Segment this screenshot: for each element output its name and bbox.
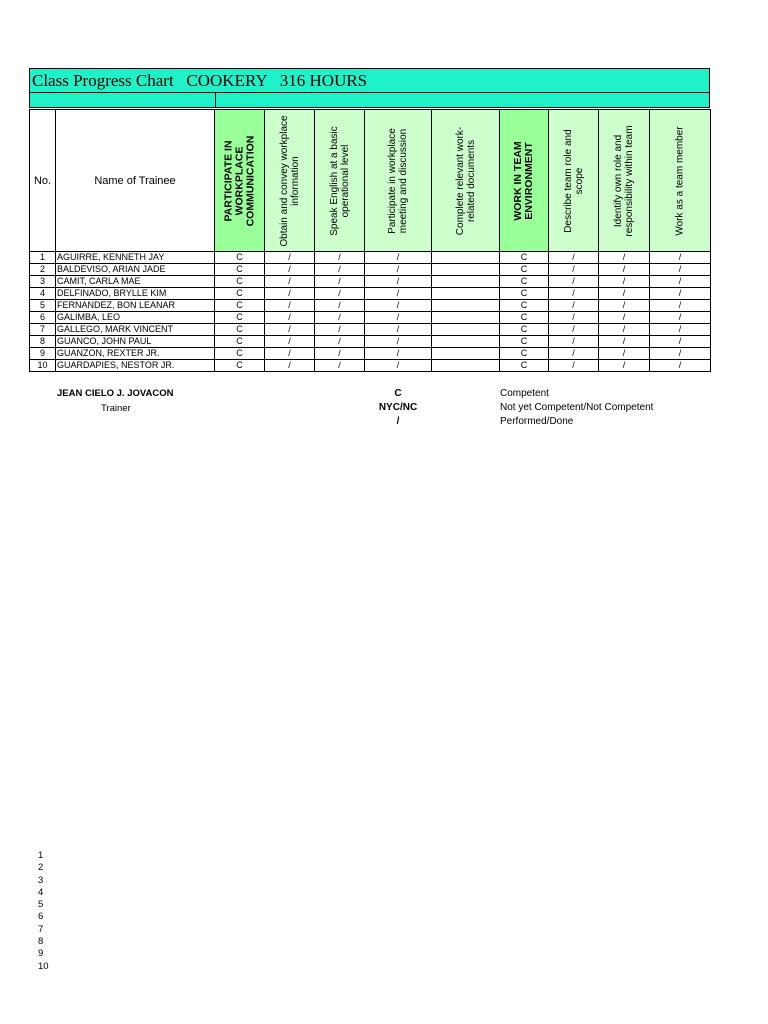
- competency-label: WORK IN TEAM ENVIRONMENT: [512, 140, 535, 221]
- progress-mark: C: [500, 360, 549, 372]
- progress-mark: C: [500, 300, 549, 312]
- progress-mark: /: [365, 324, 432, 336]
- progress-mark: C: [500, 324, 549, 336]
- progress-mark: [432, 336, 500, 348]
- trainee-number: 9: [30, 348, 56, 360]
- trainee-name: GALIMBA, LEO: [56, 312, 215, 324]
- column-header-competency: [215, 110, 265, 252]
- progress-mark: /: [315, 360, 365, 372]
- list-item: 9: [38, 948, 44, 960]
- progress-mark: /: [650, 276, 711, 288]
- bottom-number-list: [38, 850, 49, 973]
- progress-mark: /: [265, 336, 315, 348]
- competency-label: Complete relevant work-related documents: [454, 126, 477, 235]
- trainee-name: AGUIRRE, KENNETH JAY: [56, 252, 215, 264]
- table-row: [30, 252, 711, 264]
- trainee-rows: [30, 252, 711, 372]
- progress-mark: [432, 300, 500, 312]
- progress-mark: [432, 360, 500, 372]
- column-header-competency: [549, 110, 599, 252]
- progress-mark: /: [599, 348, 650, 360]
- progress-mark: /: [265, 300, 315, 312]
- progress-mark: /: [315, 312, 365, 324]
- competency-label: Identify own role and responsibility within team: [613, 124, 635, 237]
- progress-mark: C: [215, 336, 265, 348]
- competency-label: Speak English at a basic operational level: [328, 125, 351, 236]
- progress-mark: /: [650, 252, 711, 264]
- legend-meaning: Not yet Competent/Not Competent: [500, 402, 654, 413]
- title-sub-bar: [29, 92, 710, 108]
- progress-mark: C: [500, 312, 549, 324]
- progress-mark: C: [500, 264, 549, 276]
- table-row: [30, 324, 711, 336]
- progress-mark: /: [315, 300, 365, 312]
- competency-label: PARTICIPATE IN WORKPLACE COMMUNICATION: [222, 135, 256, 226]
- column-header-competency: [315, 110, 365, 252]
- progress-mark: /: [650, 348, 711, 360]
- table-row: [30, 348, 711, 360]
- progress-mark: /: [599, 300, 650, 312]
- progress-table: [29, 109, 711, 372]
- progress-mark: /: [650, 288, 711, 300]
- table-row: [30, 300, 711, 312]
- list-item: 3: [38, 874, 44, 886]
- progress-mark: /: [265, 252, 315, 264]
- progress-mark: /: [549, 264, 599, 276]
- progress-mark: /: [315, 288, 365, 300]
- progress-mark: C: [215, 312, 265, 324]
- progress-sheet: [29, 68, 710, 372]
- progress-mark: C: [215, 264, 265, 276]
- column-header-competency: [432, 110, 500, 252]
- progress-mark: /: [549, 288, 599, 300]
- legend-meaning: Performed/Done: [500, 416, 574, 427]
- progress-mark: /: [265, 348, 315, 360]
- trainee-number: 5: [30, 300, 56, 312]
- progress-mark: /: [549, 360, 599, 372]
- progress-mark: C: [500, 252, 549, 264]
- progress-mark: /: [650, 360, 711, 372]
- progress-mark: /: [650, 312, 711, 324]
- list-item: 1: [38, 850, 44, 861]
- progress-mark: /: [549, 336, 599, 348]
- list-item: 7: [38, 923, 44, 935]
- column-header-competency: [365, 110, 432, 252]
- progress-mark: /: [365, 264, 432, 276]
- trainee-name: FERNANDEZ, BON LEANAR: [56, 300, 215, 312]
- progress-mark: C: [500, 336, 549, 348]
- progress-mark: C: [500, 276, 549, 288]
- trainee-number: 2: [30, 264, 56, 276]
- progress-mark: C: [500, 348, 549, 360]
- progress-mark: /: [315, 324, 365, 336]
- progress-mark: /: [599, 252, 650, 264]
- trainee-name: GALLEGO, MARK VINCENT: [56, 324, 215, 336]
- progress-mark: /: [549, 300, 599, 312]
- table-row: [30, 288, 711, 300]
- trainer-role: Trainer: [101, 403, 131, 414]
- progress-mark: /: [265, 360, 315, 372]
- table-row: [30, 312, 711, 324]
- progress-mark: /: [315, 336, 365, 348]
- progress-mark: /: [549, 348, 599, 360]
- progress-mark: /: [365, 348, 432, 360]
- list-item: 2: [38, 862, 44, 874]
- progress-mark: /: [599, 360, 650, 372]
- progress-mark: C: [215, 360, 265, 372]
- progress-mark: /: [315, 252, 365, 264]
- legend-code: C: [394, 388, 402, 399]
- progress-mark: [432, 264, 500, 276]
- progress-mark: /: [599, 312, 650, 324]
- progress-mark: /: [599, 276, 650, 288]
- progress-mark: /: [365, 312, 432, 324]
- progress-mark: C: [215, 276, 265, 288]
- trainee-number: 4: [30, 288, 56, 300]
- trainee-number: 6: [30, 312, 56, 324]
- trainee-name: GUANZON, REXTER JR.: [56, 348, 215, 360]
- trainee-number: 8: [30, 336, 56, 348]
- progress-mark: /: [650, 264, 711, 276]
- trainee-name: BALDEVISO, ARIAN JADE: [56, 264, 215, 276]
- progress-mark: C: [215, 324, 265, 336]
- list-item: 10: [38, 960, 49, 972]
- progress-mark: /: [365, 288, 432, 300]
- progress-mark: C: [215, 252, 265, 264]
- progress-mark: /: [650, 336, 711, 348]
- progress-mark: /: [365, 252, 432, 264]
- progress-mark: [432, 348, 500, 360]
- legend-code: /: [396, 416, 400, 427]
- column-header-no: No.: [30, 110, 56, 252]
- trainee-name: GUANCO, JOHN PAUL: [56, 336, 215, 348]
- progress-mark: [432, 252, 500, 264]
- progress-mark: /: [365, 276, 432, 288]
- list-item: 6: [38, 911, 44, 923]
- column-header-competency: [599, 110, 650, 252]
- sub-bar-divider: [215, 93, 216, 107]
- column-header-competency: [265, 110, 315, 252]
- trainee-name: GUARDAPIES, NESTOR JR.: [56, 360, 215, 372]
- table-row: [30, 336, 711, 348]
- progress-mark: /: [265, 276, 315, 288]
- progress-mark: [432, 288, 500, 300]
- competency-label: Work as a team member: [674, 125, 686, 236]
- progress-mark: /: [265, 264, 315, 276]
- column-header-competency: [650, 110, 711, 252]
- progress-mark: [432, 312, 500, 324]
- progress-mark: /: [365, 336, 432, 348]
- competency-label: Participate in workplace meeting and discussion: [387, 127, 409, 234]
- table-row: [30, 276, 711, 288]
- progress-mark: /: [365, 300, 432, 312]
- progress-mark: /: [549, 324, 599, 336]
- progress-mark: /: [265, 324, 315, 336]
- table-row: [30, 264, 711, 276]
- chart-title: Class Progress Chart COOKERY 316 HOURS: [29, 68, 710, 92]
- header-row: [30, 110, 711, 252]
- progress-mark: /: [599, 264, 650, 276]
- progress-mark: /: [315, 348, 365, 360]
- progress-mark: C: [500, 288, 549, 300]
- competency-label: Describe team role and scope: [562, 128, 585, 233]
- list-item: 5: [38, 899, 44, 911]
- progress-mark: /: [549, 312, 599, 324]
- progress-mark: /: [315, 264, 365, 276]
- progress-mark: /: [549, 252, 599, 264]
- trainee-name: CAMIT, CARLA MAE: [56, 276, 215, 288]
- progress-mark: /: [265, 288, 315, 300]
- trainee-number: 1: [30, 252, 56, 264]
- trainee-number: 10: [30, 360, 56, 372]
- legend-code: NYC/NC: [378, 402, 418, 413]
- trainee-name: DELFINADO, BRYLLE KIM: [56, 288, 215, 300]
- progress-mark: /: [599, 288, 650, 300]
- list-item: 4: [38, 886, 44, 898]
- progress-mark: /: [650, 300, 711, 312]
- column-header-competency: [500, 110, 549, 252]
- trainee-number: 3: [30, 276, 56, 288]
- table-row: [30, 360, 711, 372]
- progress-mark: /: [365, 360, 432, 372]
- progress-mark: [432, 324, 500, 336]
- trainee-number: 7: [30, 324, 56, 336]
- progress-mark: C: [215, 288, 265, 300]
- progress-mark: /: [265, 312, 315, 324]
- list-item: 8: [38, 936, 44, 948]
- progress-mark: /: [315, 276, 365, 288]
- competency-label: Obtain and convey workplace information: [278, 114, 301, 247]
- progress-mark: [432, 276, 500, 288]
- progress-mark: /: [650, 324, 711, 336]
- legend-meaning: Competent: [500, 388, 549, 399]
- progress-mark: C: [215, 348, 265, 360]
- progress-mark: /: [599, 324, 650, 336]
- trainer-name: JEAN CIELO J. JOVACON: [57, 388, 174, 399]
- progress-mark: C: [215, 300, 265, 312]
- progress-mark: /: [549, 276, 599, 288]
- column-header-name: Name of Trainee: [56, 110, 215, 252]
- progress-mark: /: [599, 336, 650, 348]
